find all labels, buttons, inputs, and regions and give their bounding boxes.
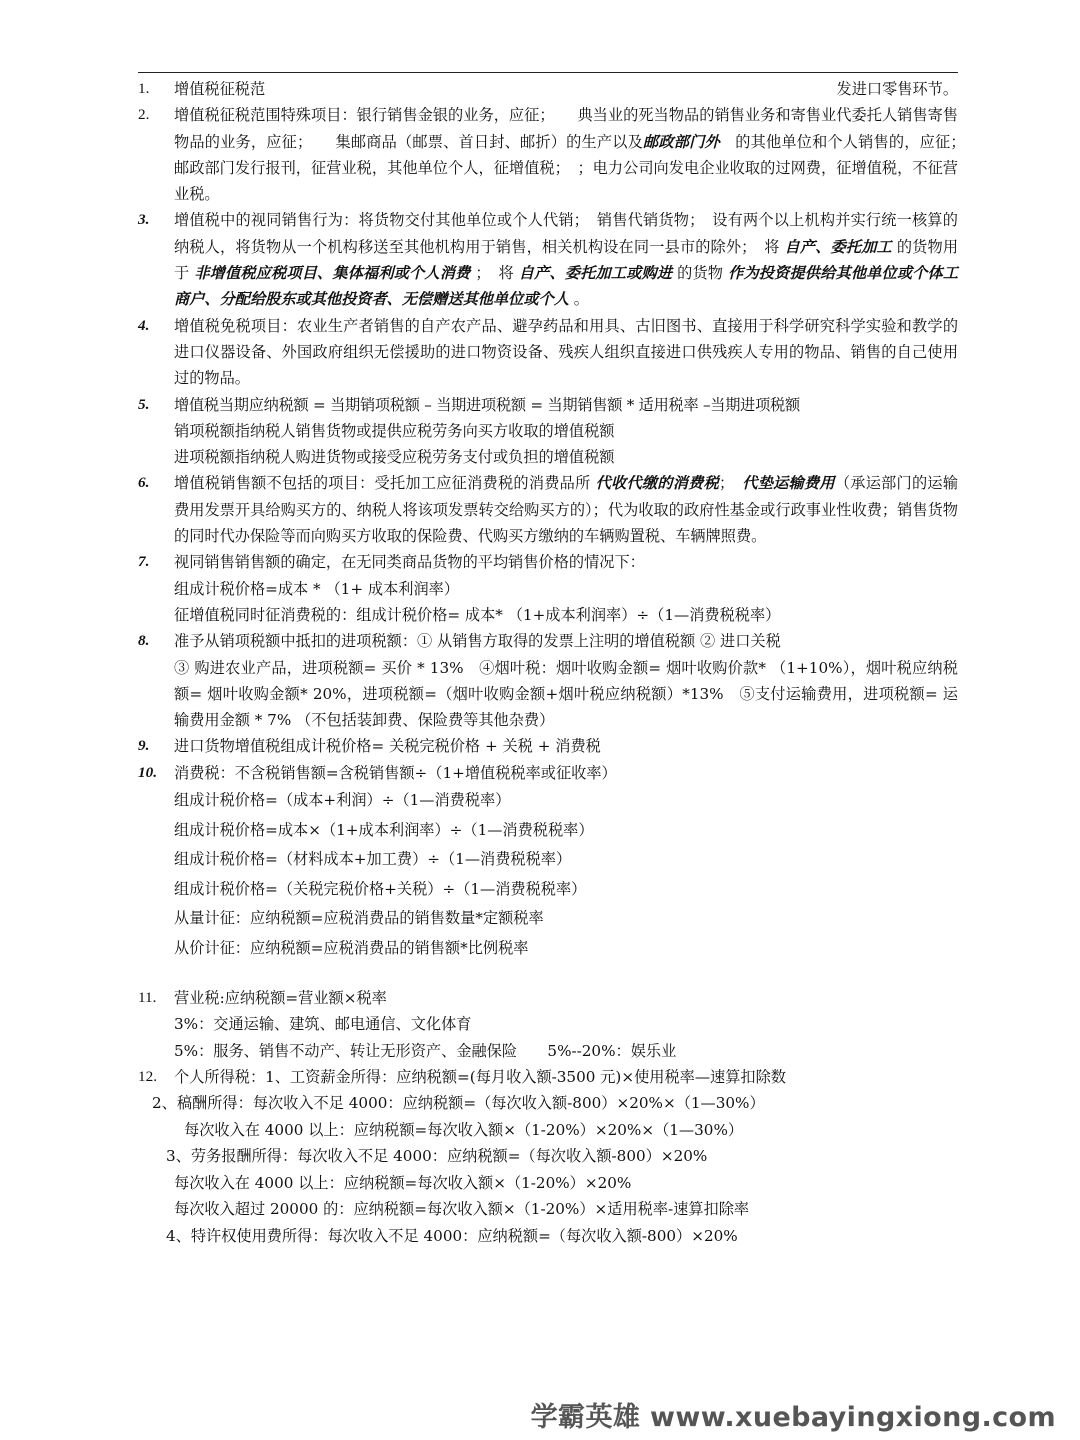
document-body <box>138 76 989 1249</box>
item-number: 9. <box>138 737 150 755</box>
item-12-line: 每次收入在 4000 以上：应纳税额=每次收入额×（1-20%）×20% <box>174 1173 632 1192</box>
item-5-line: 销项税额指纳税人销售货物或提供应税劳务向买方收取的增值税额 <box>174 421 615 440</box>
item-6-text: 增值税销售额不包括的项目：受托加工应征消费税的消费品所 <box>174 474 596 493</box>
spacer <box>138 963 958 985</box>
item-3-emphasis: 自产、委托加工 <box>784 237 892 256</box>
item-number: 8. <box>138 632 150 650</box>
item-12-line: 2、稿酬所得：每次收入不足 4000：应纳税额=（每次收入额-800）×20%×（1—30%） <box>152 1094 765 1113</box>
site-watermark: 学霸英雄 www.xuebayingxiong.com <box>530 1402 1056 1433</box>
item-5 <box>138 392 958 471</box>
item-8-line: 准予从销项税额中抵扣的进项税额：① 从销售方取得的发票上注明的增值税额 ② 进口关税 <box>174 632 781 651</box>
item-3-text: 的货物 <box>672 264 729 283</box>
item-number: 5. <box>138 395 150 413</box>
item-number: 3. <box>138 211 150 229</box>
item-1-text-right: 发进口零售环节。 <box>836 80 958 98</box>
item-9 <box>138 733 958 759</box>
item-3 <box>138 207 958 312</box>
item-2-text-cont: 的其他单位和个人销售的，应征； 邮政部门发行报刊，征营业税，其他单位个人，征增值税； ；电力公司向发电企业收取的过网费，征增值税，不征营业税。 <box>174 132 989 204</box>
item-12 <box>138 1064 958 1250</box>
item-3-emphasis: 非增值税应税项目、集体福利或个人消费 <box>194 264 471 283</box>
item-2-text: 增值税征税范围特殊项目：银行销售金银的业务，应征； 典当业的死当物品的销售业务和寄售业代委托人销售寄售物品的业务，应征； 集邮商品（邮票、首日封、邮折）的生产以及 <box>174 106 958 151</box>
item-3-emphasis: 自产、委托加工或购进 <box>518 264 673 283</box>
item-number: 2. <box>138 106 150 124</box>
item-5-line: 增值税当期应纳税额 = 当期销项税额 – 当期进项税额 = 当期销售额 * 适用税率 –当期进项税额 <box>174 395 800 414</box>
item-number: 1. <box>138 80 150 97</box>
item-9-text: 进口货物增值税组成计税价格= 关税完税价格 + 关税 + 消费税 <box>174 737 601 756</box>
item-10 <box>138 760 958 963</box>
item-6-emphasis: 代收代缴的消费税 <box>595 474 720 493</box>
item-10-line: 从价计征：应纳税额=应税消费品的销售额*比例税率 <box>174 938 529 957</box>
item-6 <box>138 470 958 549</box>
item-10-line: 组成计税价格=（材料成本+加工费）÷（1—消费税税率） <box>174 850 572 869</box>
item-10-line: 从量计征：应纳税额=应税消费品的销售数量*定额税率 <box>174 909 544 928</box>
item-7-line: 组成计税价格=成本 * （1+ 成本利润率） <box>174 579 460 598</box>
item-10-line: 消费税：不含税销售额=含税销售额÷（1+增值税税率或征收率） <box>174 763 617 782</box>
item-number: 7. <box>138 553 150 571</box>
item-12-line: 每次收入在 4000 以上：应纳税额=每次收入额×（1-20%）×20%×（1—30%） <box>184 1120 744 1139</box>
item-12-line: 个人所得税：1、工资薪金所得：应纳税额=(每月收入额-3500 元)×使用税率—速算扣除数 <box>174 1067 786 1086</box>
item-11-line: 3%：交通运输、建筑、邮电通信、文化体育 <box>174 1015 472 1034</box>
item-3-emphasis: 作为投资提供给其他单位或个体工商户、分配给股东或其他投资者、无偿赠送其他单位或个人 <box>174 264 959 309</box>
item-12-line: 4、特许权使用费所得：每次收入不足 4000：应纳税额=（每次收入额-800）×20% <box>166 1226 738 1245</box>
item-7-line: 视同销售销售额的确定，在无同类商品货物的平均销售价格的情况下： <box>174 553 645 572</box>
item-5-line: 进项税额指纳税人购进货物或接受应税劳务支付或负担的增值税额 <box>174 448 615 467</box>
item-11-line: 5%：服务、销售不动产、转让无形资产、金融保险 5%--20%：娱乐业 <box>174 1041 677 1060</box>
item-10-line: 组成计税价格=成本×（1+成本利润率）÷（1—消费税税率） <box>174 820 594 839</box>
item-number: 10. <box>138 763 157 781</box>
item-3-text: 。 <box>568 290 589 309</box>
item-12-line: 每次收入超过 20000 的：应纳税额=每次收入额×（1-20%）×适用税率-速算扣除率 <box>174 1200 750 1219</box>
header-rule <box>138 72 958 73</box>
item-6-text: （承运部门的运输费用发票开具给购买方的、纳税人将该项发票转交给购买方的）；代为收取的政府性基金或行政事业性收费；销售货物的同时代办保险等而向购买方收取的保险费、代购买方缴纳的车辆购置税、车辆牌照费。 <box>174 474 959 546</box>
item-11-line: 营业税:应纳税额=营业额×税率 <box>174 989 387 1008</box>
item-6-emphasis: 代垫运输费用 <box>742 474 835 493</box>
item-8-line: ③ 购进农业产品，进项税额= 买价 * 13% ④烟叶税：烟叶收购金额= 烟叶收购价款* （1+10%），烟叶税应纳税额= 烟叶收购金额* 20%，进项税额=（烟叶收购金额+烟叶税应纳税额）*13% ⑤支付运输费用，进项税额= 运输费用金额 * 7% （不包括装卸费、保险费等其他杂费） <box>174 658 958 730</box>
item-number: 12. <box>138 1067 157 1085</box>
item-1-text-left: 增值税征税范 <box>174 80 266 98</box>
item-2-emphasis: 邮政部门外 <box>642 132 720 151</box>
item-3-text: ； 将 <box>470 264 519 283</box>
item-7-line: 征增值税同时征消费税的：组成计税价格= 成本* （1+成本利润率）÷（1—消费税税率） <box>174 605 781 624</box>
item-4-text: 增值税免税项目：农业生产者销售的自产农产品、避孕药品和用具、古旧图书、直接用于科学研究科学实验和教学的进口仪器设备、外国政府组织无偿援助的进口物资设备、残疾人组织直接进口供残疾人专用的物品、销售的自己使用过的物品。 <box>174 316 958 388</box>
item-2 <box>138 102 989 207</box>
item-8 <box>138 628 958 733</box>
item-3-text: 增值税中的视同销售行为：将货物交付其他单位或个人代销； 销售代销货物； 设有两个以上机构并实行统一核算的纳税人，将货物从一个机构移送至其他机构用于销售，相关机构设在同一县市的除外； 将 <box>174 211 958 256</box>
item-7 <box>138 549 958 628</box>
item-6-text: ； <box>719 474 743 493</box>
item-3-text: 的货物用于 <box>174 237 959 283</box>
item-1 <box>138 76 958 102</box>
item-10-line: 组成计税价格=（成本+利润）÷（1—消费税率） <box>174 791 511 810</box>
item-number: 4. <box>138 316 150 334</box>
item-4 <box>138 313 958 392</box>
item-number: 6. <box>138 474 150 492</box>
item-12-line: 3、劳务报酬所得：每次收入不足 4000：应纳税额=（每次收入额-800）×20% <box>166 1147 708 1166</box>
item-10-line: 组成计税价格=（关税完税价格+关税）÷（1—消费税税率） <box>174 879 587 898</box>
item-11 <box>138 985 958 1064</box>
item-number: 11. <box>138 989 157 1007</box>
